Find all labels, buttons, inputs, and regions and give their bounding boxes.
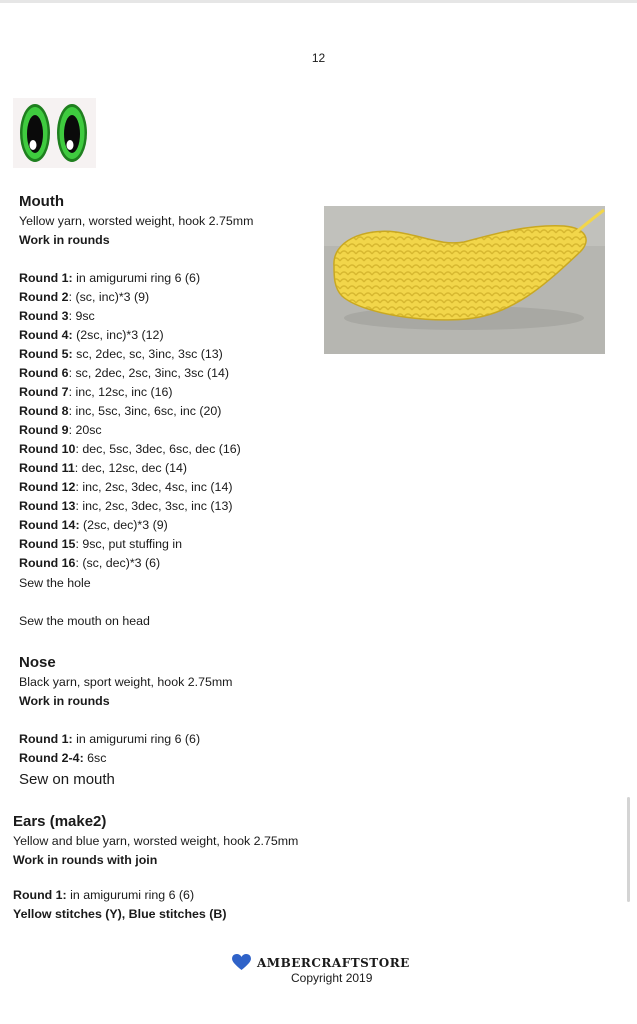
mouth-method: Work in rounds bbox=[19, 233, 110, 247]
ears-title: Ears (make2) bbox=[13, 813, 107, 830]
round-line: Round 8: inc, 5sc, 3inc, 6sc, inc (20) bbox=[19, 404, 222, 418]
scrollbar[interactable] bbox=[627, 797, 630, 902]
round-line: Round 4: (2sc, inc)*3 (12) bbox=[19, 328, 164, 342]
mouth-sew-hole: Sew the hole bbox=[19, 576, 91, 590]
mouth-yarn: Yellow yarn, worsted weight, hook 2.75mm bbox=[19, 214, 254, 228]
brand-name: AMBERCRAFTSTORE bbox=[257, 955, 410, 970]
round-line: Round 12: inc, 2sc, 3dec, 4sc, inc (14) bbox=[19, 480, 233, 494]
ears-yarn: Yellow and blue yarn, worsted weight, hook 2.75mm bbox=[13, 834, 299, 848]
heart-icon bbox=[232, 954, 251, 971]
page-number: 12 bbox=[311, 51, 326, 65]
round-line: Round 9: 20sc bbox=[19, 423, 102, 437]
round-line: Round 3: 9sc bbox=[19, 309, 95, 323]
mouth-title: Mouth bbox=[19, 193, 64, 210]
round-line: Round 16: (sc, dec)*3 (6) bbox=[19, 556, 161, 570]
crochet-mouth-photo bbox=[324, 206, 605, 354]
mouth-sew-on-head: Sew the mouth on head bbox=[19, 614, 150, 628]
round-line: Round 5: sc, 2dec, sc, 3inc, 3sc (13) bbox=[19, 347, 223, 361]
round-line: Round 11: dec, 12sc, dec (14) bbox=[19, 461, 188, 475]
round-line: Round 1: in amigurumi ring 6 (6) bbox=[19, 271, 201, 285]
nose-yarn: Black yarn, sport weight, hook 2.75mm bbox=[19, 675, 233, 689]
left-eye-graphic bbox=[20, 104, 50, 162]
eyes-illustration bbox=[13, 98, 96, 168]
round-line: Round 2: (sc, inc)*3 (9) bbox=[19, 290, 150, 304]
top-edge-line bbox=[0, 0, 637, 3]
round-line: Round 1: in amigurumi ring 6 (6) bbox=[19, 732, 201, 746]
copyright-text: Copyright 2019 bbox=[291, 971, 373, 985]
round-line: Round 1: in amigurumi ring 6 (6) bbox=[13, 888, 195, 902]
round-line: Round 7: inc, 12sc, inc (16) bbox=[19, 385, 173, 399]
round-line: Round 14: (2sc, dec)*3 (9) bbox=[19, 518, 168, 532]
round-line: Round 6: sc, 2dec, 2sc, 3inc, 3sc (14) bbox=[19, 366, 230, 380]
right-eye-graphic bbox=[57, 104, 87, 162]
round-line: Round 15: 9sc, put stuffing in bbox=[19, 537, 182, 551]
ears-stitches-key: Yellow stitches (Y), Blue stitches (B) bbox=[13, 907, 227, 921]
round-line: Round 13: inc, 2sc, 3dec, 3sc, inc (13) bbox=[19, 499, 233, 513]
nose-method: Work in rounds bbox=[19, 694, 110, 708]
ears-method: Work in rounds with join bbox=[13, 853, 158, 867]
green-eyes-image bbox=[13, 98, 96, 168]
round-line: Round 10: dec, 5sc, 3dec, 6sc, dec (16) bbox=[19, 442, 241, 456]
nose-title: Nose bbox=[19, 654, 56, 671]
nose-sew: Sew on mouth bbox=[19, 771, 115, 788]
footer-brand bbox=[232, 954, 410, 971]
round-line: Round 2-4: 6sc bbox=[19, 751, 107, 765]
